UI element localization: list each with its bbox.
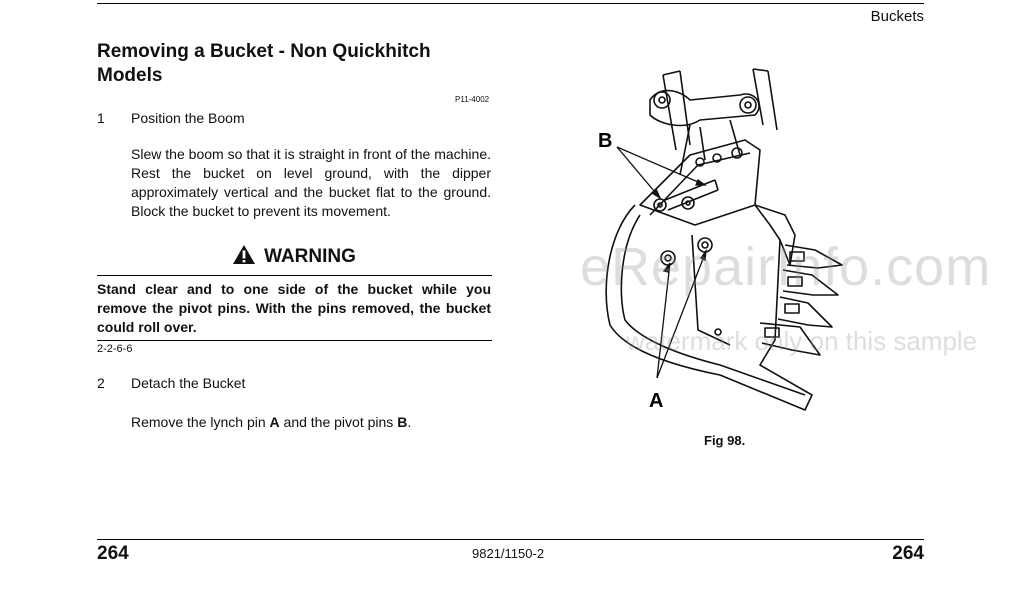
step-2-text: Remove the lynch pin (131, 414, 270, 430)
dipper-arm (663, 69, 777, 150)
label-a: A (649, 390, 664, 412)
warning-heading (97, 244, 491, 268)
step-2-text: . (407, 414, 412, 430)
section-header: Buckets (870, 8, 924, 25)
watermark-brand: eRepairInfo.com (580, 237, 992, 297)
warning-icon (232, 244, 256, 265)
step-2-body (131, 413, 491, 432)
footer-rule (97, 539, 924, 540)
step-1-body: Slew the boom so that it is straight in front of the machine. Rest the bucket on level ground, with the dipper approximately vertical and the bucket flat to the ground. Block the bucket to prevent its movement. (131, 146, 491, 219)
page-number-left: 264 (97, 543, 129, 564)
figure-reference: P11-4002 (455, 95, 490, 104)
document-number: 9821/1150-2 (472, 546, 545, 561)
watermark-notice: watermark only on this sample (626, 326, 978, 356)
warning-label: WARNING (264, 246, 356, 267)
step-heading: Detach the Bucket (131, 375, 246, 391)
figure-caption: Fig 98. (704, 433, 746, 448)
warning-code: 2-2-6-6 (97, 343, 133, 355)
step-2-text: and the pivot pins (279, 414, 398, 430)
pin-a-ref: A (269, 414, 280, 430)
step-heading: Position the Boom (131, 110, 245, 126)
step-number: 1 (97, 110, 105, 126)
step-1 (97, 110, 497, 130)
step-2 (97, 375, 497, 395)
warning-text: Stand clear and to one side of the bucket while you remove the pivot pins. With the pins removed, the bucket could roll over. (97, 281, 491, 335)
page-title: Removing a Bucket - Non Quickhitch Models (97, 41, 431, 86)
label-b: B (598, 130, 613, 152)
step-number: 2 (97, 375, 105, 391)
header-rule (97, 3, 924, 4)
page-number-right: 264 (892, 543, 924, 564)
warning-bottom-rule (97, 340, 492, 341)
pin-b-ref: B (397, 414, 408, 430)
warning-top-rule (97, 275, 492, 276)
